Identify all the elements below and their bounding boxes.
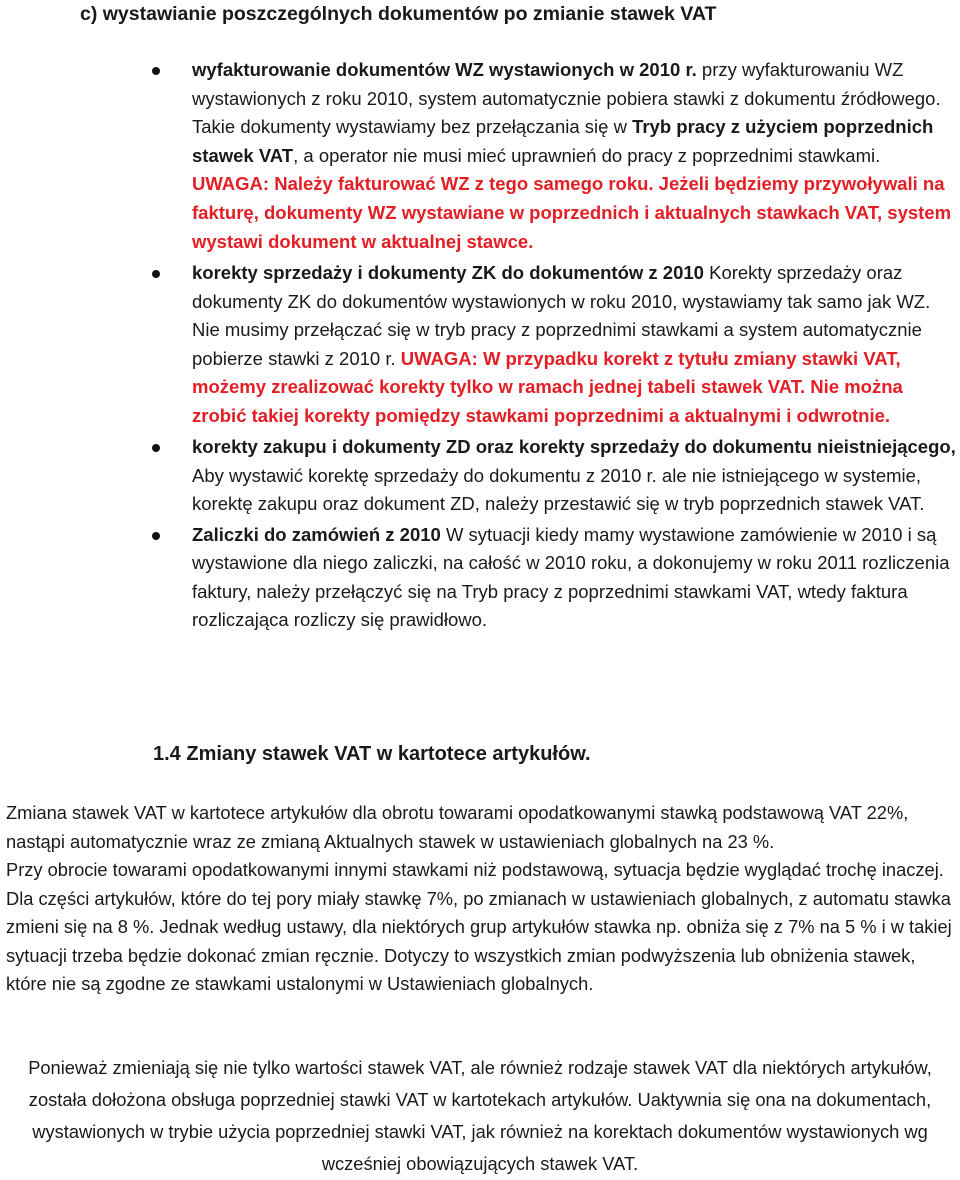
bullet-item-zaliczki bbox=[148, 521, 960, 635]
warning-text: UWAGA: Należy fakturować WZ z tego samego roku. Jeżeli będziemy przywoływali na fakturę, dokumenty WZ wystawiane w poprzednich i aktualnych stawkach VAT, system wystawi dokument w aktualnej stawce. bbox=[192, 173, 952, 252]
bullet-dot-icon bbox=[152, 270, 160, 278]
warning-text: UWAGA: W przypadku korekt z tytułu zmiany stawki VAT, możemy zrealizować korekty tylko w ramach jednej tabeli stawek VAT. Nie można zrobić takiej korekty pomiędzy stawkami poprzednimi a aktualnymi i odwrotnie. bbox=[192, 347, 903, 426]
bullet-item-korekty-zakupu bbox=[148, 433, 960, 519]
bullet-lead: korekty sprzedaży i dokumenty ZK do dokumentów z 2010 bbox=[192, 262, 704, 284]
mode-name: Tryb pracy z użyciem poprzednich stawek VAT bbox=[192, 116, 934, 166]
bullet-text: , a operator nie musi mieć uprawnień do pracy z poprzednimi stawkami. bbox=[293, 144, 881, 166]
bullet-list bbox=[148, 56, 960, 635]
bullet-lead: wyfakturowanie dokumentów WZ wystawionych w 2010 r. bbox=[192, 59, 697, 80]
bullet-text: W sytuacji kiedy mamy wystawione zamówienie w 2010 i są wystawione dla niego zaliczki, na całość w 2010 roku, a dokonujemy w roku 2011 rozliczenia faktury, należy przełączyć się na Tryb pracy z poprzednimi stawkami VAT, wtedy faktura rozliczająca rozliczy się prawidłowo. bbox=[192, 523, 950, 631]
bullet-dot-icon bbox=[152, 444, 160, 452]
bullet-item-korekty-sprzedazy bbox=[148, 259, 960, 430]
bullet-text: Aby wystawić korektę sprzedaży do dokumentu z 2010 r. ale nie istniejącego w systemie, korektę zakupu oraz dokument ZD, należy przestawić się w tryb poprzednich stawek VAT. bbox=[192, 464, 925, 515]
bullet-dot-icon bbox=[152, 532, 160, 540]
bullet-item-wz bbox=[148, 56, 960, 256]
bullet-lead: Zaliczki do zamówień z 2010 bbox=[192, 523, 441, 545]
subsection-heading: c) wystawianie poszczególnych dokumentów po zmianie stawek VAT bbox=[80, 3, 717, 25]
bullet-dot-icon bbox=[152, 67, 160, 75]
centered-paragraph: Ponieważ zmieniają się nie tylko wartości stawek VAT, ale również rodzaje stawek VAT dla niektórych artykułów, została dołożona obsługa poprzedniej stawki VAT w kartotekach artykułów. Uaktywnia się ona na dokumentach, wystawionych w trybie użycia poprzedniej stawki VAT, jak również na korektach dokumentów wystawionych wg wcześniej obowiązujących stawek VAT. bbox=[28, 1057, 932, 1174]
bullet-text: Korekty sprzedaży oraz dokumenty ZK do dokumentów wystawionych w roku 2010, wystawiamy tak samo jak WZ. Nie musimy przełączać się w tryb pracy z poprzednimi stawkami a system automatycznie pobierze stawki z 2010 r. bbox=[192, 262, 931, 369]
bullet-text: przy wyfakturowaniu WZ wystawionych z roku 2010, system automatycznie pobiera stawki z dokumentu źródłowego. Takie dokumenty wystawiamy bez przełączania się w bbox=[192, 59, 941, 138]
paragraph: Przy obrocie towarami opodatkowanymi innymi stawkami niż podstawową, sytuacja będzie wyglądać trochę inaczej. Dla części artykułów, które do tej pory miały stawkę 7%, po zmianach w ustawieniach globalnych, z automatu stawka zmieni się na 8 %. Jednak według ustawy, dla niektórych grup artykułów stawka np. obniża się z 7% na 5 % i w takiej sytuacji trzeba będzie dokonać zmian ręcznie. Dotyczy to wszystkich zmian podwyższenia lub obniżenia stawek, które nie są zgodne ze stawkami ustalonymi w Ustawieniach globalnych. bbox=[6, 859, 952, 994]
paragraph: Zmiana stawek VAT w kartotece artykułów dla obrotu towarami opodatkowanymi stawką podstawową VAT 22%, nastąpi automatycznie wraz ze zmianą Aktualnych stawek w ustawieniach globalnych na 23 %. bbox=[6, 802, 909, 852]
body-paragraphs bbox=[6, 799, 960, 999]
section-title: 1.4 Zmiany stawek VAT w kartotece artykułów. bbox=[153, 743, 591, 765]
bullet-lead: korekty zakupu i dokumenty ZD oraz korekty sprzedaży do dokumentu nieistniejącego, bbox=[192, 436, 956, 458]
